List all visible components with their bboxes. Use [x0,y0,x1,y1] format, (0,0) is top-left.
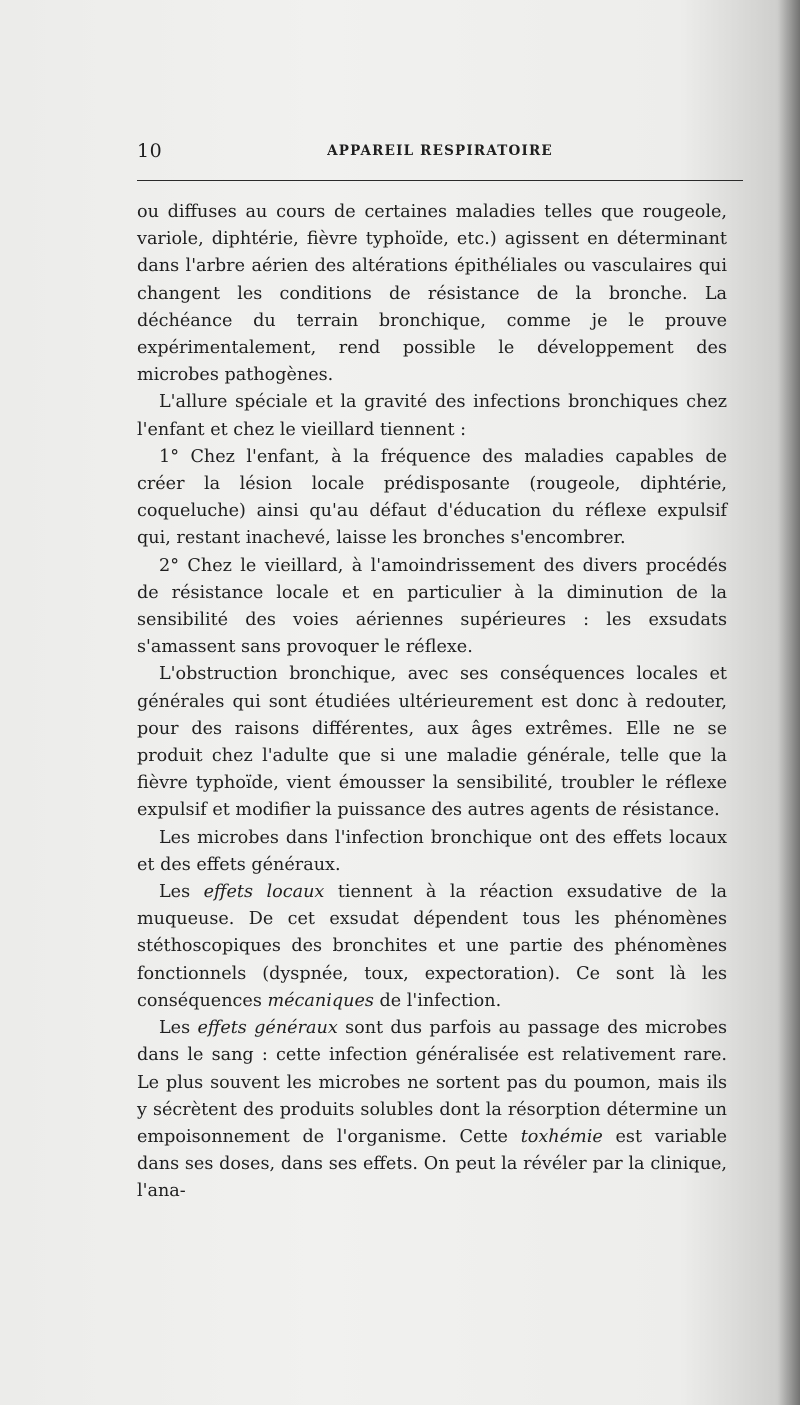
page-edge-shadow [778,0,800,1405]
text-run: 2° Chez le vieillard, à l'amoindrissement des divers procédés de résistance locale et en particulier à la diminution de la sensibilité des voies aériennes supérieures : les exsudats s'amassent sans provoquer le réflexe. [137,555,727,658]
page-header [137,140,743,170]
text-run: sont dus parfois au passage des microbes dans le sang : cette infection généralisée est relativement rare. Le plus souvent les microbes ne sortent pas du poumon, mais ils y sécrètent des produits solubles dont la résorption détermine un empoisonnement de l'organisme. Cette [137,1018,727,1147]
page-number: 10 [137,140,163,162]
italic-text: effets locaux [203,882,325,903]
text-run: 1° Chez l'enfant, à la fréquence des maladies capables de créer la lésion locale prédisposante (rougeole, diphtérie, coqueluche) ainsi qu'au défaut d'éducation du réflexe expulsif qui, restant inachevé, laisse les bronches s'encombrer. [137,446,727,549]
text-run: ou diffuses au cours de certaines maladies telles que rougeole, variole, diphtérie, fièvre typhoïde, etc.) agissent en déterminant dans l'arbre aérien des altérations épithéliales ou vasculaires qui changent les conditions de résistance de la bronche. La déchéance du terrain bronchique, comme je le prouve expérimentalement, rend possible le développement des microbes pathogènes. [137,202,727,386]
text-run: L'allure spéciale et la gravité des infections bronchiques chez l'enfant et chez le vieillard tiennent : [137,392,727,440]
paragraph [137,1015,727,1205]
paragraph [137,389,727,443]
paragraph [137,553,727,662]
italic-text: toxhémie [520,1126,603,1147]
header-rule [137,180,743,181]
paragraph [137,825,727,879]
italic-text: mécaniques [267,990,374,1011]
text-run: est variable dans ses doses, dans ses effets. On peut la révéler par la clinique, l'ana- [137,1126,727,1202]
paragraph [137,879,727,1015]
paragraph [137,199,727,389]
text-run: Les microbes dans l'infection bronchique ont des effets locaux et des effets généraux. [137,827,727,875]
text-run: Les [159,1018,198,1039]
paragraph [137,444,727,553]
paragraph [137,661,727,824]
body-text [137,199,727,1206]
running-title: APPAREIL RESPIRATOIRE [327,143,553,159]
text-run: tiennent à la réaction exsudative de la muqueuse. De cet exsudat dépendent tous les phénomènes stéthoscopiques des bronchites et une partie des phénomènes fonctionnels (dyspnée, toux, expectoration). Ce sont là les conséquences [137,882,728,1011]
text-run: Les [159,882,204,903]
italic-text: effets généraux [197,1018,338,1039]
text-run: L'obstruction bronchique, avec ses conséquences locales et générales qui sont étudiées ultérieurement est donc à redouter, pour des raisons différentes, aux âges extrêmes. Elle ne se produit chez l'adulte que si une maladie générale, telle que la fièvre typhoïde, vient émousser la sensibilité, troubler le réflexe expulsif et modifier la puissance des autres agents de résistance. [137,664,727,821]
text-run: de l'infection. [373,990,502,1011]
